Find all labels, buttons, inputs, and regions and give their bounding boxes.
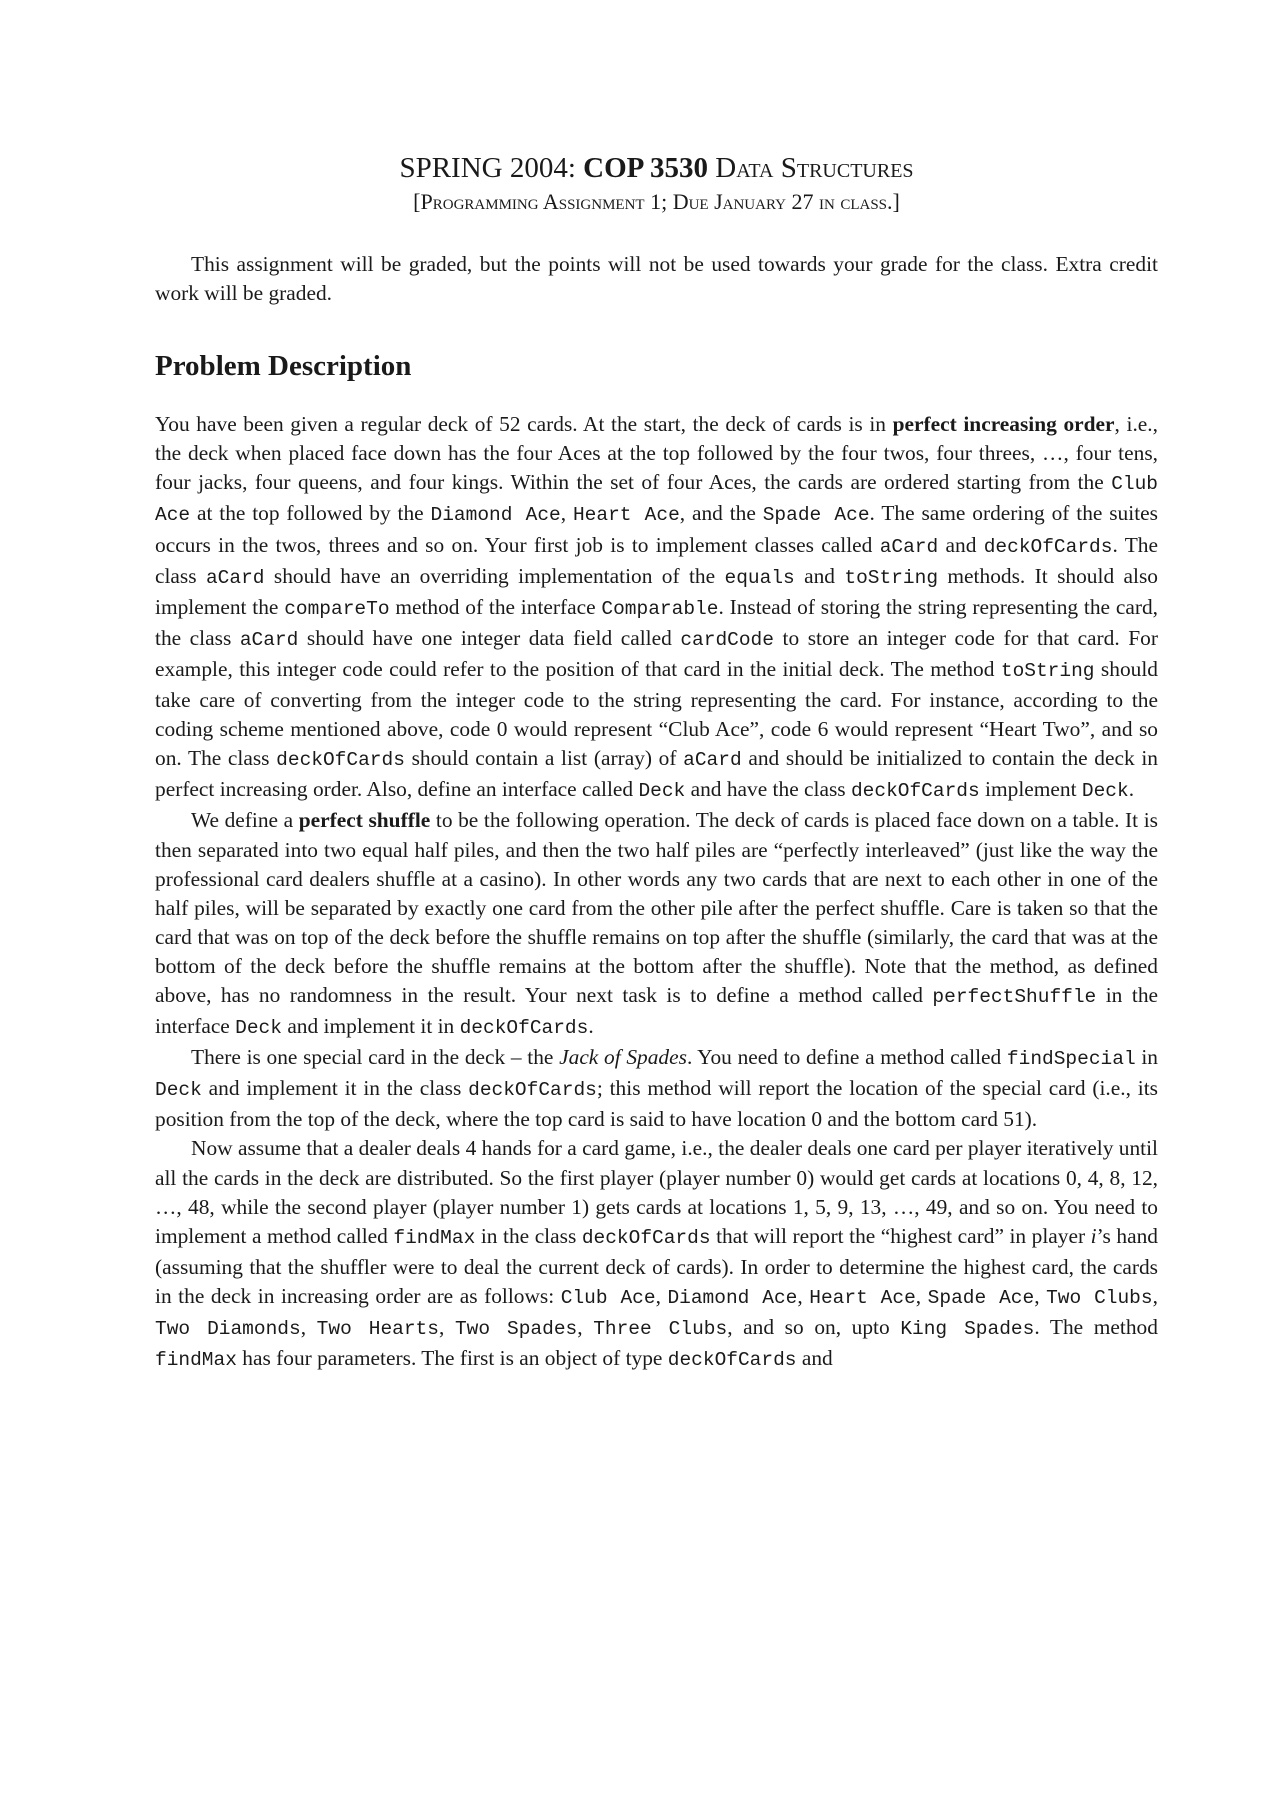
- course-code: COP 3530: [583, 152, 709, 184]
- paragraph-1: You have been given a regular deck of 52 cards. At the start, the deck of cards is in perfect increasing order, i.e., the deck when placed face down has the four Aces at the top followed by the four twos, four threes, …, four tens, four jacks, four queens, and four kings. Within the set of four Aces, the cards are ordered starting from the Club Ace at the top followed by the Diamond Ace, Heart Ace, and the Spade Ace. The same ordering of the suites occurs in the twos, threes and so on. Your first job is to implement classes called aCard and deckOfCards. The class aCard should have an overriding implementation of the equals and toString methods. It should also implement the compareTo method of the interface Comparable. Instead of storing the string representing the card, the class aCard should have one integer data field called cardCode to store an integer code for that card. For example, this integer code could refer to the position of that card in the initial deck. The method toString should take care of converting from the integer code to the string representing the card. For instance, according to the coding scheme mentioned above, code 0 would represent “Club Ace”, code 6 would represent “Heart Two”, and so on. The class deckOfCards should contain a list (array) of aCard and should be initialized to contain the deck in perfect increasing order. Also, define an interface called Deck and have the class deckOfCards implement Deck.: [155, 412, 1158, 803]
- paragraph-3: There is one special card in the deck – the Jack of Spades. You need to define a method called findSpecial in Deck and implement it in the class deckOfCards; this method will report the location of the special card (i.e., its position from the top of the deck, where the top card is said to have location 0 and the bottom card 51).: [155, 1045, 1158, 1132]
- document-page: [155, 150, 1158, 1375]
- paragraph-2: We define a perfect shuffle to be the following operation. The deck of cards is placed face down on a table. It is then separated into two equal half piles, and then the two half piles are “perfectly interleaved” (just like the way the professional card dealers shuffle at a casino). In other words any two cards that are next to each other in one of the half piles, will be separated by exactly one card from the other pile after the perfect shuffle. Care is taken so that the card that was on top of the deck before the shuffle remains on top after the shuffle (similarly, the card that was at the bottom of the deck before the shuffle remains at the bottom after the shuffle). Note that the method, as defined above, has no randomness in the result. Your next task is to define a method called perfectShuffle in the interface Deck and implement it in deckOfCards.: [155, 808, 1159, 1040]
- section-title: Problem Description: [155, 350, 412, 383]
- intro-paragraph: This assignment will be graded, but the points will not be used towards your grade for the class. Extra credit work will be graded.: [155, 252, 1158, 306]
- course-name: Data Structures: [708, 152, 914, 184]
- document-title: [155, 150, 1158, 186]
- document-subtitle: [Programming Assignment 1; Due January 27 in class.]: [413, 189, 900, 214]
- title-prefix: SPRING 2004:: [399, 152, 584, 184]
- paragraph-4: Now assume that a dealer deals 4 hands for a card game, i.e., the dealer deals one card per player iteratively until all the cards in the deck are distributed. So the first player (player number 0) would get cards at locations 0, 4, 8, 12, …, 48, while the second player (player number 1) gets cards at locations 1, 5, 9, 13, …, 49, and so on. You need to implement a method called findMax in the class deckOfCards that will report the “highest card” in player i’s hand (assuming that the shuffler were to deal the current deck of cards). In order to determine the highest card, the cards in the deck in increasing order are as follows: Club Ace, Diamond Ace, Heart Ace, Spade Ace, Two Clubs, Two Diamonds, Two Hearts, Two Spades, Three Clubs, and so on, upto King Spades. The method findMax has four parameters. The first is an object of type deckOfCards and: [155, 1136, 1158, 1372]
